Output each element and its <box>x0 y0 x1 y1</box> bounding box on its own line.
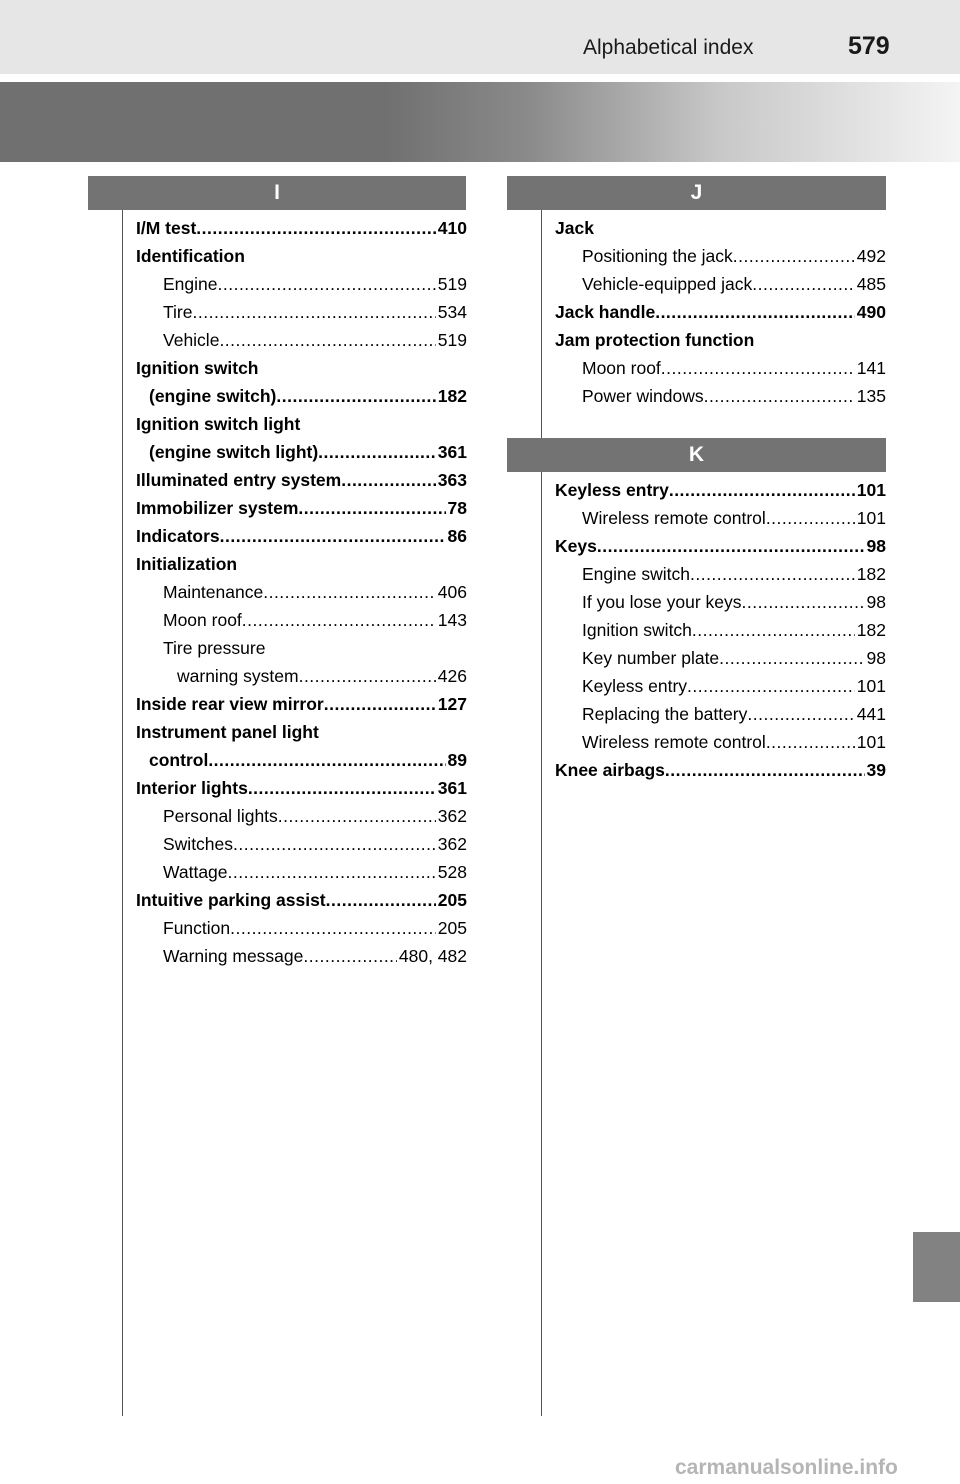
dot-leader <box>220 522 446 550</box>
entry-label: Intuitive parking assist <box>136 890 326 910</box>
index-entry <box>555 326 886 354</box>
entry-page: 143 <box>437 610 467 630</box>
section-j-entries <box>555 214 886 410</box>
entry-label: Tire pressure <box>163 638 266 658</box>
entry-label: (engine switch light) <box>149 442 319 462</box>
entry-label: Interior lights <box>136 778 248 798</box>
entry-label: Power windows <box>582 386 704 406</box>
entry-label: Switches <box>163 834 234 854</box>
entry-label: Moon roof <box>582 358 661 378</box>
index-entry <box>555 644 886 672</box>
entry-page: 101 <box>856 508 886 528</box>
index-entry <box>136 802 467 830</box>
entry-page: 98 <box>866 536 886 556</box>
entry-page: 101 <box>856 732 886 752</box>
entry-label: Personal lights <box>163 806 278 826</box>
entry-label: Tire <box>163 302 193 322</box>
entry-page: 361 <box>437 442 467 462</box>
entry-page: 519 <box>437 330 467 350</box>
entry-label: Keyless entry <box>555 480 669 500</box>
entry-page: 362 <box>437 806 467 826</box>
index-entry <box>555 214 886 242</box>
entry-page: 182 <box>856 620 886 640</box>
index-entry <box>136 914 467 942</box>
section-header-i: I <box>88 176 466 210</box>
entry-label: Jack <box>555 218 594 238</box>
entry-page: 528 <box>437 862 467 882</box>
dot-leader <box>219 326 435 354</box>
dot-leader <box>742 588 865 616</box>
entry-page: 89 <box>447 750 467 770</box>
entry-label: Initialization <box>136 554 238 574</box>
entry-page: 362 <box>437 834 467 854</box>
dot-leader <box>665 756 865 784</box>
entry-label: Engine switch <box>582 564 690 584</box>
entry-label: Wireless remote control <box>582 732 766 752</box>
index-entry <box>136 718 467 746</box>
index-entry <box>555 560 886 588</box>
entry-page: 182 <box>856 564 886 584</box>
dot-leader <box>303 942 396 970</box>
right-column-rule <box>541 195 542 1416</box>
index-entry <box>136 522 467 550</box>
dot-leader <box>597 532 865 560</box>
entry-page: 135 <box>856 386 886 406</box>
entry-page: 205 <box>437 918 467 938</box>
entry-page: 441 <box>856 704 886 724</box>
index-entry <box>136 382 467 410</box>
index-entry <box>555 756 886 784</box>
dot-leader <box>341 466 436 494</box>
dot-leader <box>233 830 436 858</box>
entry-page: 406 <box>437 582 467 602</box>
index-entry <box>136 550 467 578</box>
entry-page: 101 <box>856 676 886 696</box>
dot-leader <box>193 298 436 326</box>
dot-leader <box>276 382 435 410</box>
index-entry <box>555 298 886 326</box>
entry-page: 426 <box>437 666 467 686</box>
index-entry <box>555 728 886 756</box>
entry-page: 101 <box>856 480 886 500</box>
entry-label: Instrument panel light <box>136 722 319 742</box>
dot-leader <box>733 242 855 270</box>
index-entry <box>136 746 467 774</box>
header-title: Alphabetical index <box>583 36 754 59</box>
dot-leader <box>766 504 855 532</box>
dot-leader <box>766 728 855 756</box>
index-entry <box>555 354 886 382</box>
entry-label: Knee airbags <box>555 760 665 780</box>
index-entry <box>555 532 886 560</box>
side-index-tab <box>913 1232 960 1302</box>
index-entry <box>136 662 467 690</box>
entry-page: 490 <box>856 302 886 322</box>
entry-page: 480, 482 <box>398 946 467 966</box>
index-entry <box>136 214 467 242</box>
top-header-bar <box>0 0 960 74</box>
entry-page: 182 <box>437 386 467 406</box>
index-entry <box>136 690 467 718</box>
index-entry <box>555 700 886 728</box>
entry-label: If you lose your keys <box>582 592 742 612</box>
dot-leader <box>655 298 855 326</box>
entry-label: Ignition switch <box>582 620 692 640</box>
entry-label: Positioning the jack <box>582 246 733 266</box>
index-entry <box>136 298 467 326</box>
entry-label: Jack handle <box>555 302 656 322</box>
entry-label: Maintenance <box>163 582 264 602</box>
entry-page: 410 <box>437 218 467 238</box>
entry-page: 86 <box>447 526 467 546</box>
index-entry <box>136 326 467 354</box>
index-entry <box>136 578 467 606</box>
entry-label: control <box>149 750 209 770</box>
entry-label: Vehicle <box>163 330 220 350</box>
entry-page: 39 <box>866 760 886 780</box>
entry-label: I/M test <box>136 218 197 238</box>
dot-leader <box>218 270 436 298</box>
dot-leader <box>690 560 855 588</box>
entry-label: Jam protection function <box>555 330 755 350</box>
entry-page: 141 <box>856 358 886 378</box>
index-entry <box>136 354 467 382</box>
gradient-banner <box>0 82 960 162</box>
index-entry <box>136 634 467 662</box>
entry-label: Warning message <box>163 946 304 966</box>
entry-label: Keyless entry <box>582 676 688 696</box>
index-entry <box>136 242 467 270</box>
dot-leader <box>278 802 436 830</box>
section-header-k: K <box>507 438 886 472</box>
entry-page: 127 <box>437 694 467 714</box>
index-entry <box>555 270 886 298</box>
entry-label: Vehicle-equipped jack <box>582 274 753 294</box>
entry-label: warning system <box>177 666 299 686</box>
dot-leader <box>318 438 436 466</box>
index-entry <box>136 438 467 466</box>
entry-label: Wireless remote control <box>582 508 766 528</box>
dot-leader <box>704 382 855 410</box>
index-entry <box>136 830 467 858</box>
section-header-j: J <box>507 176 886 210</box>
dot-leader <box>248 774 436 802</box>
entry-page: 519 <box>437 274 467 294</box>
index-entry <box>136 606 467 634</box>
entry-label: Wattage <box>163 862 228 882</box>
dot-leader <box>692 616 855 644</box>
index-entry <box>136 410 467 438</box>
index-entry <box>555 616 886 644</box>
watermark: carmanualsonline.info <box>675 1456 898 1479</box>
dot-leader <box>326 886 436 914</box>
dot-leader <box>263 578 436 606</box>
page-number: 579 <box>848 32 890 60</box>
dot-leader <box>299 662 436 690</box>
entry-page: 492 <box>856 246 886 266</box>
dot-leader <box>208 746 445 774</box>
dot-leader <box>747 700 854 728</box>
entry-label: Immobilizer system <box>136 498 299 518</box>
dot-leader <box>228 858 436 886</box>
entry-page: 78 <box>447 498 467 518</box>
index-entry <box>136 886 467 914</box>
section-i-entries <box>136 214 467 970</box>
dot-leader <box>669 476 855 504</box>
index-entry <box>555 504 886 532</box>
index-entry <box>555 588 886 616</box>
entry-label: Identification <box>136 246 245 266</box>
dot-leader <box>687 672 855 700</box>
left-column-rule <box>122 195 123 1416</box>
entry-label: Ignition switch <box>136 358 259 378</box>
entry-label: Replacing the battery <box>582 704 748 724</box>
dot-leader <box>196 214 436 242</box>
dot-leader <box>661 354 855 382</box>
index-entry <box>555 382 886 410</box>
dot-leader <box>230 914 436 942</box>
dot-leader <box>719 644 864 672</box>
entry-label: Key number plate <box>582 648 720 668</box>
dot-leader <box>752 270 855 298</box>
entry-label: Keys <box>555 536 597 556</box>
entry-label: Indicators <box>136 526 220 546</box>
index-entry <box>136 774 467 802</box>
entry-page: 363 <box>437 470 467 490</box>
index-entry <box>136 270 467 298</box>
entry-page: 98 <box>866 648 886 668</box>
entry-label: Inside rear view mirror <box>136 694 324 714</box>
dot-leader <box>298 494 445 522</box>
entry-label: Engine <box>163 274 218 294</box>
dot-leader <box>242 606 436 634</box>
entry-label: Ignition switch light <box>136 414 301 434</box>
index-entry <box>136 858 467 886</box>
index-entry <box>136 494 467 522</box>
entry-page: 361 <box>437 778 467 798</box>
entry-page: 534 <box>437 302 467 322</box>
entry-page: 205 <box>437 890 467 910</box>
index-entry <box>555 242 886 270</box>
dot-leader <box>324 690 436 718</box>
entry-page: 98 <box>866 592 886 612</box>
index-entry <box>555 672 886 700</box>
entry-label: (engine switch) <box>149 386 277 406</box>
entry-label: Illuminated entry system <box>136 470 342 490</box>
index-entry <box>555 476 886 504</box>
index-entry <box>136 942 467 970</box>
index-entry <box>136 466 467 494</box>
section-k-entries <box>555 476 886 784</box>
entry-page: 485 <box>856 274 886 294</box>
entry-label: Moon roof <box>163 610 242 630</box>
entry-label: Function <box>163 918 231 938</box>
